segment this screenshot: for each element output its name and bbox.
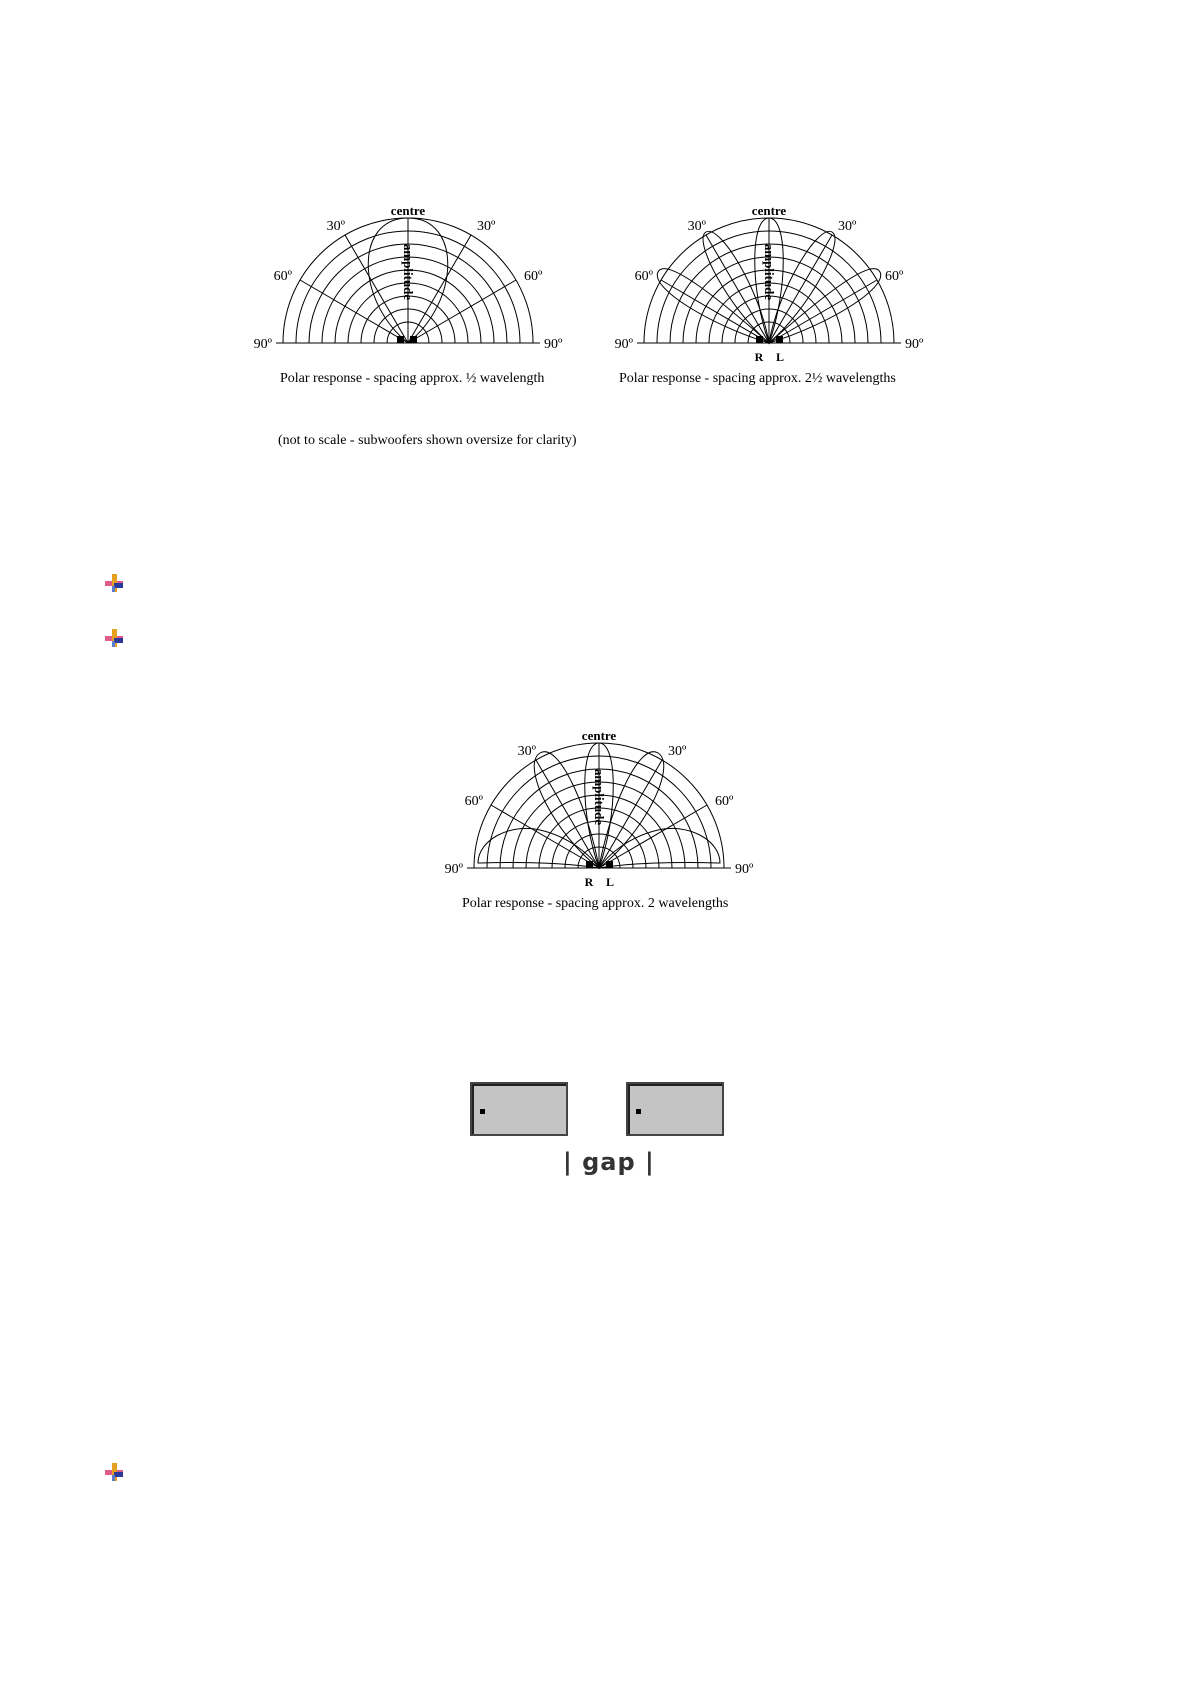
speaker-label-l: L (775, 350, 785, 364)
polar-diagram-half-wavelength (253, 203, 600, 455)
label-left-90: 90º (253, 337, 272, 352)
label-centre: centre (390, 203, 426, 218)
label-left-90: 90º (614, 337, 633, 352)
label-left-60: 60º (634, 269, 653, 284)
speaker-marker (776, 336, 783, 343)
axis-label: amplitude (592, 768, 607, 826)
axis-label: amplitude (762, 243, 777, 301)
polar-diagram-two-half-wavelengths (610, 203, 940, 425)
speaker-marker (410, 336, 417, 343)
response-lobe (478, 828, 599, 868)
label-left-90: 90º (444, 862, 463, 877)
label-right-30: 30º (668, 744, 687, 759)
plus-marker-icon (103, 627, 125, 649)
caption: Polar response - spacing approx. ½ wavelength (280, 371, 545, 386)
label-right-60: 60º (885, 269, 904, 284)
label-right-30: 30º (838, 219, 857, 234)
label-left-60: 60º (464, 794, 483, 809)
label-centre: centre (581, 728, 617, 743)
response-lobe (599, 828, 720, 868)
label-right-90: 90º (544, 337, 563, 352)
polar-diagram-two-wavelengths (440, 728, 770, 950)
speaker-label-r: R (584, 875, 594, 889)
caption: Polar response - spacing approx. 2½ wavelengths (619, 371, 896, 386)
label-right-30: 30º (477, 219, 496, 234)
speaker-box-left (470, 1082, 568, 1136)
label-right-90: 90º (735, 862, 754, 877)
response-lobe (657, 269, 769, 343)
plus-marker-icon (103, 1461, 125, 1483)
label-left-30: 30º (517, 744, 536, 759)
gap-label: | gap | (563, 1148, 655, 1176)
speaker-box-right (626, 1082, 724, 1136)
label-right-60: 60º (715, 794, 734, 809)
speaker-marker (397, 336, 404, 343)
label-right-60: 60º (524, 269, 543, 284)
speaker-marker (586, 861, 593, 868)
speaker-marker (756, 336, 763, 343)
label-left-30: 30º (326, 219, 345, 234)
label-centre: centre (751, 203, 787, 218)
speaker-label-l: L (605, 875, 615, 889)
driver-marker (636, 1109, 641, 1114)
speaker-label-r: R (754, 350, 764, 364)
axis-label: amplitude (401, 243, 416, 301)
plus-marker-icon (103, 572, 125, 594)
caption: Polar response - spacing approx. 2 wavelengths (462, 896, 729, 911)
response-lobe (769, 269, 881, 343)
driver-marker (480, 1109, 485, 1114)
label-left-60: 60º (273, 269, 292, 284)
speaker-marker (606, 861, 613, 868)
label-right-90: 90º (905, 337, 924, 352)
label-left-30: 30º (687, 219, 706, 234)
scale-note: (not to scale - subwoofers shown oversize for clarity) (278, 433, 577, 448)
